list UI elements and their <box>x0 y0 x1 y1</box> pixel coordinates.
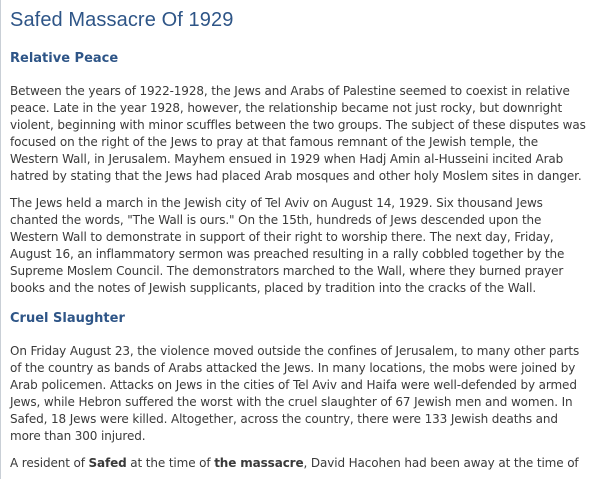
text-line: The Jews held a march in the Jewish city of Tel Aviv on August 14, 1929. Six thousand Jews <box>10 196 543 210</box>
text-line: Arab policemen. Attacks on Jews in the cities of Tel Aviv and Haifa were well-defended by armed <box>10 378 577 392</box>
text-line: focused on the right of the Jews to pray at that famous remnant of the Jewish temple, the <box>10 135 539 149</box>
bold-safed: Safed <box>88 456 127 470</box>
text-line: of the country as bands of Arabs attacked the Jews. In many locations, the mobs were joined by <box>10 361 576 375</box>
text-line: Jews, while Hebron suffered the worst with the cruel slaughter of 67 Jewish men and women. In <box>10 395 573 409</box>
text-line: Supreme Moslem Council. The demonstrators marched to the Wall, where they burned prayer <box>10 264 564 278</box>
paragraph-cruel-slaughter-2 <box>10 455 582 472</box>
text-line: books and the notes of Jewish supplicants, placed by tradition into the cracks of the Wall. <box>10 281 537 295</box>
text-line: hatred by stating that the Jews had placed Arab mosques and other holy Moslem sites in danger. <box>10 169 582 183</box>
paragraph-relative-peace-2 <box>10 195 582 297</box>
text-run: , David Hacohen had been away at the time of <box>303 456 579 470</box>
text-line: On Friday August 23, the violence moved outside the confines of Jerusalem, to many other parts <box>10 344 580 358</box>
text-run: at the time of <box>126 456 215 470</box>
text-line: Western Wall, in Jerusalem. Mayhem ensued in 1929 when Hadj Amin al-Husseini incited Arab <box>10 152 564 166</box>
text-line: violent, beginning with minor scuffles between the two groups. The subject of these disputes was <box>10 118 586 132</box>
text-line: August 16, an inflammatory sermon was preached resulting in a rally cobbled together by the <box>10 247 565 261</box>
section-heading-relative-peace: Relative Peace <box>10 51 119 66</box>
text-line: Western Wall to demonstrate in support of their right to worship there. The next day, Friday, <box>10 230 554 244</box>
bold-the-massacre: the massacre <box>214 456 304 470</box>
section-heading-cruel-slaughter: Cruel Slaughter <box>10 311 125 326</box>
text-line: peace. Late in the year 1928, however, the relationship became not just rocky, but downright <box>10 101 563 115</box>
text-run: A resident of <box>10 456 89 470</box>
text-line: Between the years of 1922-1928, the Jews and Arabs of Palestine seemed to coexist in relative <box>10 84 570 98</box>
text-line: more than 300 injured. <box>10 429 146 443</box>
page-title: Safed Massacre Of 1929 <box>10 9 234 31</box>
text-line <box>10 455 582 472</box>
text-line: Safed, 18 Jews were killed. Altogether, across the country, there were 133 Jewish deaths and <box>10 412 558 426</box>
text-line: chanted the words, "The Wall is ours." On the 15th, hundreds of Jews descended upon the <box>10 213 542 227</box>
paragraph-relative-peace-1 <box>10 83 586 185</box>
paragraph-cruel-slaughter-1 <box>10 343 582 445</box>
